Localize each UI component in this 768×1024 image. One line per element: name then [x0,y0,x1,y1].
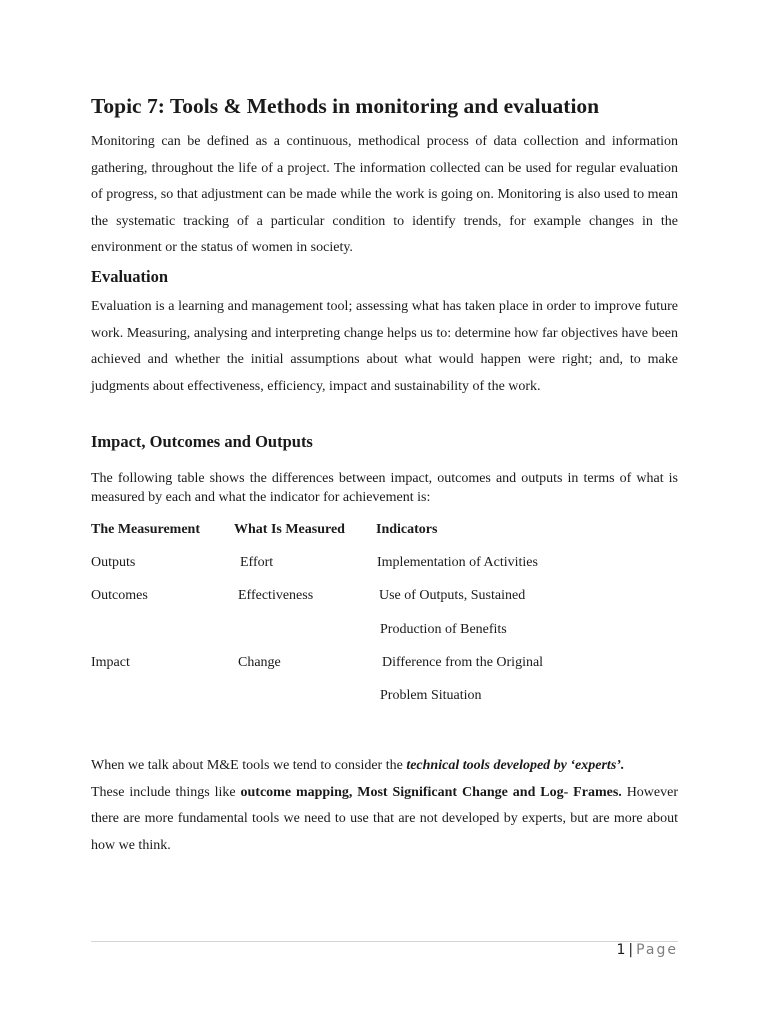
page-footer [616,942,678,958]
table-cell-measurement: Impact [91,655,130,670]
table-cell-indicator: Use of Outputs, Sustained [379,588,526,603]
page-number: 1 [616,942,626,958]
table-row [91,555,678,575]
table-row [91,588,678,608]
table-cell-measurement: Outcomes [91,588,148,603]
page-title: Topic 7: Tools & Methods in monitoring and evaluation [91,94,600,118]
table-row [91,622,678,642]
impact-paragraph: The following table shows the differences between impact, outcomes and outputs in terms of what is measured by each and what the indicator for achievement is: [91,471,678,505]
page-label: Page [636,942,678,958]
footer-separator: | [628,942,634,958]
table-header-measurement: The Measurement [91,522,200,537]
table-header-row [91,522,678,542]
table-header-indicators: Indicators [376,522,438,537]
closing-emphasis: technical tools developed by ‘experts’. [406,758,625,773]
closing-text-1: When we talk about M&E tools we tend to consider the [91,758,407,773]
table-row [91,688,678,708]
table-cell-measurement: Outputs [91,555,136,570]
table-cell-what-measured: Effectiveness [238,588,314,603]
footer-divider [91,941,678,942]
table-row [91,655,678,675]
table-cell-what-measured: Effort [240,555,274,570]
intro-paragraph: Monitoring can be defined as a continuous, methodical process of data collection and information gathering, throughout the life of a project. The information collected can be used for regular evaluation of progress, so that adjustment can be made while the work is going on. Monitoring is also used to mean the systematic tracking of a particular condition to identify trends, for example changes in the environment or the status of women in society. [91,134,678,255]
closing-bold-tools: outcome mapping, Most Significant Change and Log- Frames. [240,784,622,800]
evaluation-heading: Evaluation [91,267,169,286]
table-cell-indicator: Difference from the Original [382,655,544,670]
closing-text-2: These include things like [91,784,241,800]
table-cell-indicator: Implementation of Activities [377,555,538,570]
closing-paragraph [91,753,678,859]
impact-heading: Impact, Outcomes and Outputs [91,432,313,451]
table-cell-indicator: Production of Benefits [380,622,507,637]
evaluation-paragraph: Evaluation is a learning and management tool; assessing what has taken place in order to improve future work. Measuring, analysing and interpreting change helps us to: determine how far objectives have been achieved and whether the initial assumptions about what would happen were right; and, to make judgments about effectiveness, efficiency, impact and sustainability of the work. [91,299,678,394]
table-cell-indicator: Problem Situation [380,688,482,703]
table-header-what-measured: What Is Measured [234,522,345,537]
table-cell-what-measured: Change [238,655,281,670]
closing-text-3: However there are more fundamental tools we need to use that are not developed by experts, but are more about how we think. [91,784,679,853]
